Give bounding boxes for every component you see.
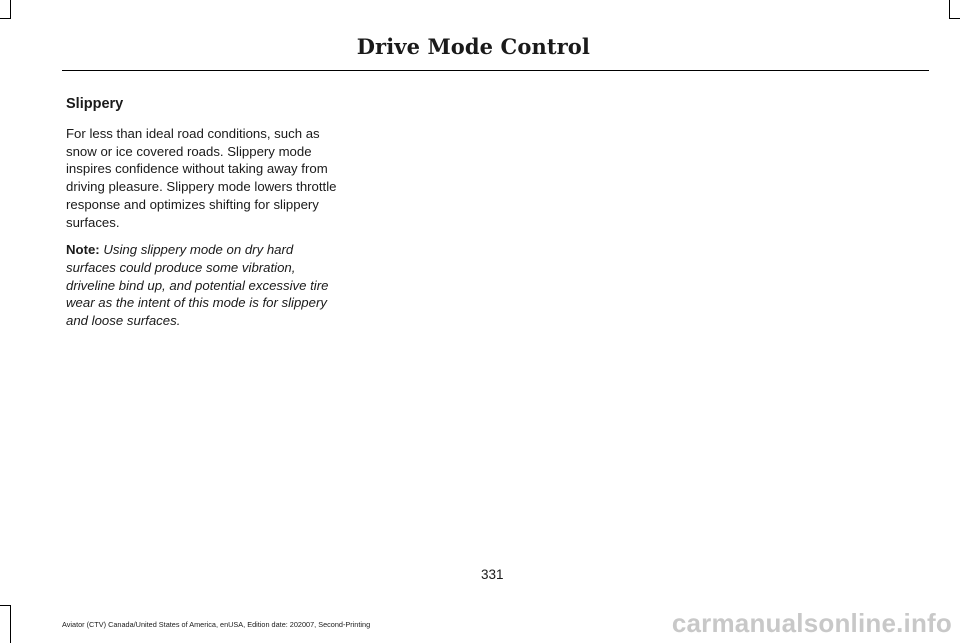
crop-mark-top-left-horizontal: [0, 18, 11, 19]
section-heading: Slippery: [66, 96, 124, 112]
footer-edition-info: Aviator (CTV) Canada/United States of America, enUSA, Edition date: 202007, Second-Printing: [62, 620, 371, 629]
crop-mark-bottom-left-vertical: [10, 605, 11, 643]
watermark: carmanualsonline.info: [671, 608, 952, 638]
page-title: Drive Mode Control: [356, 34, 590, 59]
page-number: 331: [481, 567, 504, 582]
crop-mark-top-right-vertical: [949, 0, 950, 18]
crop-mark-top-left-vertical: [10, 0, 11, 18]
note-label: Note:: [66, 242, 100, 258]
header-divider: [62, 70, 929, 71]
crop-mark-top-right-horizontal: [949, 18, 960, 19]
note-text: Using slippery mode on dry hard surfaces could produce some vibration, driveline bind up, and potential excessive tire wear as the intent of this mode is for slippery and loose surfaces.: [66, 242, 329, 329]
section-paragraph: For less than ideal road conditions, such as snow or ice covered roads. Slippery mode inspires confidence without taking away from driving pleasure. Slippery mode lowers throttle response and optimizes shifting for slippery surfaces.: [66, 126, 337, 230]
note: [66, 241, 344, 330]
main-content: [66, 94, 344, 330]
